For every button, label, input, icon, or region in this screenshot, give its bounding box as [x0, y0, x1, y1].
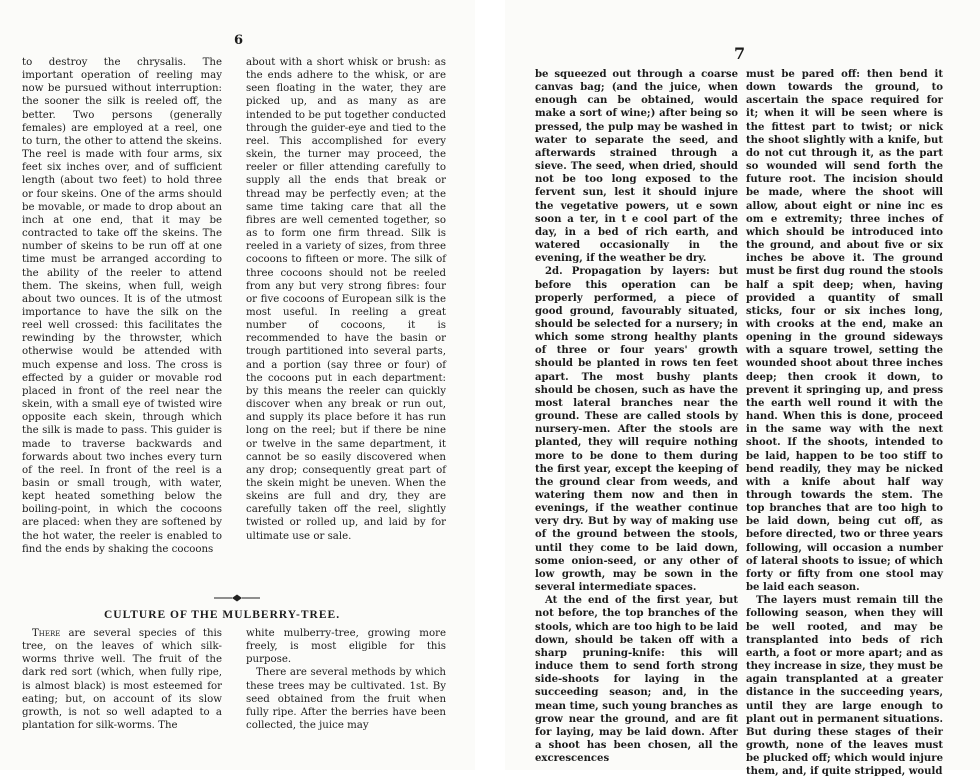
page-number: 6: [234, 33, 244, 48]
section-divider-ornament: [214, 594, 260, 602]
book-gutter: [475, 0, 505, 770]
paragraph: The layers must remain till the following season, when they will be well rooted, and may be transplanted into beds of rich earth, a foot or more apart; and as they increase in size, they must be again transplanted at a greater distance in the succeeding years, until they are large enough to plant out in permanent situations. But during these stages of their growth, none of the leaves must be plucked off; which would injure them, and, if quite stripped, would: [746, 595, 943, 778]
column-left-1-bottom: [22, 627, 222, 732]
paragraph: to destroy the chrysalis. The important operation of reeling may now be pursued without interruption: the sooner the silk is reeled off, the better. Two persons (generally females) are employed at a reel, one to turn, the other to attend the skeins. The reel is made with four arms, six feet six inches over, and of sufficient length (about two feet) to hold three or four skeins. One of the arms should be movable, or made to drop about an inch at one end, that it may be contracted to take off the skeins. The number of skeins to be run off at one time must be arranged according to the ability of the reeler to attend them. The skeins, when full, weigh about two ounces. It is of the utmost importance to have the silk on the reel well crossed: this facilitates the rewinding by the throwster, which otherwise would be attended with much expense and loss. The cross is effected by a guider or movable rod placed in front of the reel near the skein, with a small eye of twisted wire opposite each skein, through which the silk is made to pass. This guider is made to traverse backwards and forwards about two inches every turn of the reel. In front of the reel is a basin or small trough, with water, kept heated something below the boiling-point, in which the cocoons are placed: when they are softened by the hot water, the reeler is enabled to find the ends by shaking the cocoons: [22, 57, 222, 555]
right-page: [505, 0, 980, 778]
column-left-1: [22, 56, 222, 556]
paragraph: There are several species of this tree, on the leaves of which silk-worms thrive well. The fruit of the dark red sort (which, when fully ripe, is almost black) is most esteemed for eating; but, on account of its slow growth, is not so well adapted to a plantation for silk-worms. The: [22, 628, 222, 732]
page-number: 7: [734, 44, 746, 63]
paragraph: There are several methods by which these trees may be cultivated. 1st. By seed obtained from the fruit when fully ripe. After the berries have been collected, the juice may: [246, 667, 446, 732]
drop-word: There: [32, 628, 61, 639]
column-right-2: [746, 68, 943, 778]
paragraph: be squeezed out through a coarse canvas bag; (and the juice, when enough can be obtained, would make a sort of wine;) after being so pressed, the pulp may be washed in water to separate the seed, and afterwards strained through a sieve. The seed, when dried, should not be too long exposed to the fervent sun, lest it should injure the vegetative powers, ut e sown soon a ter, in t e cool part of the day, in a bed of rich earth, and watered occasionally in the evening, if the weather be dry.: [535, 69, 738, 265]
paragraph: must be pared off: then bend it down towards the ground, to ascertain the space required for it; when it will be seen where is the fittest part to twist; or nick the shoot slightly with a knife, but do not cut through it, as the part so wounded will send forth the future root. The incision should be made, where the shoot will allow, about eight or nine inc es om e extremity; three inches of which should be introduced into the ground, and about five or six inches be above it. The ground must be first dug round the stools half a spit deep; when, having provided a quantity of small sticks, four or six inches long, with crooks at the end, make an opening in the ground sideways with a square trowel, setting the wounded shoot about three inches deep; then crook it down, to prevent it springing up, and press the earth well round it with the hand. When this is done, proceed in the same way with the next shoot. If the shoots, intended to be laid, happen to be too stiff to bend readily, they may be nicked with a knife about half way through towards the stem. The top branches that are too high to be laid down, being cut off, as before directed, two or three years following, will occasion a number of lateral shoots to issue; of which forty or fifty from one stool may be laid each season.: [746, 69, 943, 594]
column-left-2-bottom: [246, 627, 446, 732]
paragraph: about with a short whisk or brush: as the ends adhere to the whisk, or are seen floating in the water, they are picked up, and as many as are intended to be put together conducted through the guider-eye and tied to the reel. This accomplished for every skein, the turner may proceed, the reeler or filler attending carefully to supply all the ends that break or thread may be perfectly even; at the same time taking care that all the fibres are well cemented together, so as to form one firm thread. Silk is reeled in a variety of sizes, from three cocoons to fifteen or more. The silk of three cocoons should not be reeled from any but very strong fibres: four or five cocoons of European silk is the most useful. In reeling a great number of cocoons, it is recommended to have the basin or trough partitioned into several parts, and a portion (say three or four) of the cocoons put in each department: by this means the reeler can quickly discover when any break or run out, and supply its place before it has run long on the reel; but if there be nine or twelve in the same department, it cannot be so easily discovered when any drop; consequently great part of the skein might be uneven. When the skeins are full and dry, they are carefully taken off the reel, slightly twisted or rolled up, and laid by for ultimate use or sale.: [246, 57, 446, 542]
paragraph: 2d. Propagation by layers: but before this operation can be properly performed, a piece of good ground, favourably situated, should be selected for a nursery; in which some strong healthy plants of three or four years' growth should be planted in rows ten feet apart. The most bushy plants should be chosen, such as have the most lateral branches near the ground. These are called stools by nursery-men. After the stools are planted, they will require nothing more to be done to them during the first year, except the keeping of the ground clear from weeds, and watering them now and then in evenings, if the weather continue very dry. But by way of making use of the ground between the stools, until they come to be laid down, some onion-seed, or any other of low growth, may be sown in the several intermediate spaces.: [535, 266, 738, 594]
paragraph: white mulberry-tree, growing more freely, is most eligible for this purpose.: [246, 628, 446, 666]
left-page: [0, 0, 475, 770]
section-heading: CULTURE OF THE MULBERRY-TREE.: [104, 609, 341, 621]
paragraph: At the end of the first year, but not before, the top branches of the stools, which are too high to be laid down, should be taken off with a sharp pruning-knife: this will induce them to send forth strong side-shoots for laying in the succeeding season; and, in the mean time, such young branches as grow near the ground, and are fit for laying, may be laid down. After a shoot has been chosen, all the excrescences: [535, 595, 738, 765]
column-right-1: [535, 68, 738, 765]
column-left-2: [246, 56, 446, 543]
